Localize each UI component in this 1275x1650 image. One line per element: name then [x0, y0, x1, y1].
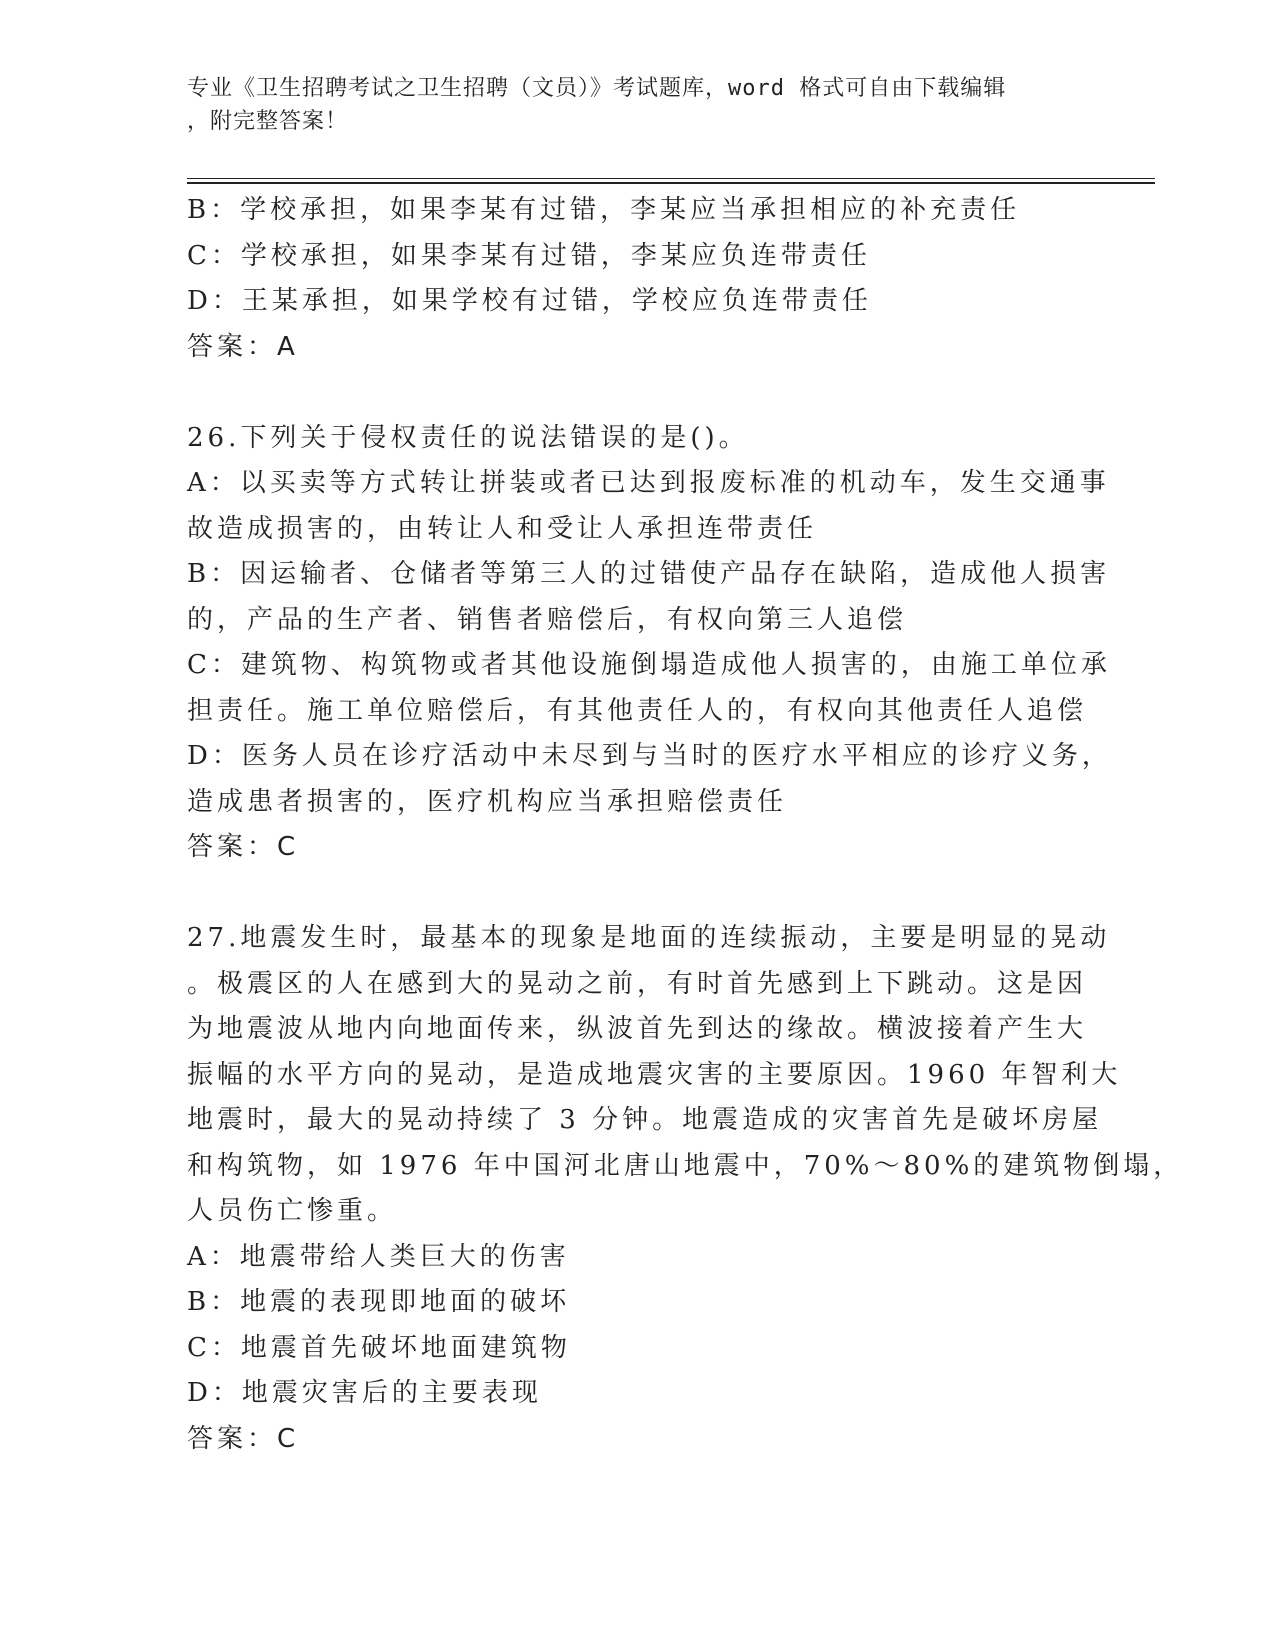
- header-divider-thick: [187, 182, 1155, 184]
- q25-option-b: B：学校承担，如果李某有过错，李某应当承担相应的补充责任: [187, 195, 1021, 225]
- q26-option-a-line-1: A：以买卖等方式转让拼装或者已达到报废标准的机动车，发生交通事: [187, 468, 1110, 498]
- spacer: [187, 871, 1087, 917]
- header-line-2: ，附完整答案！: [187, 109, 349, 134]
- header-line-1: 专业《卫生招聘考试之卫生招聘（文员）》考试题库，word 格式可自由下载编辑: [187, 76, 1007, 101]
- q27-stem-line-7: 人员伤亡惨重。: [187, 1196, 398, 1226]
- q27-stem-line-1: 27.地震发生时，最基本的现象是地面的连续振动，主要是明显的晃动: [187, 923, 1111, 953]
- q25-answer: 答案：A: [187, 331, 299, 362]
- q27-option-a: A：地震带给人类巨大的伤害: [187, 1241, 570, 1272]
- q26-option-d-line-2: 造成患者损害的，医疗机构应当承担赔偿责任: [187, 786, 788, 817]
- q27-option-d: D：地震灾害后的主要表现: [187, 1378, 542, 1408]
- q27-stem-line-3: 为地震波从地内向地面传来，纵波首先到达的缘故。横波接着产生大: [187, 1014, 1088, 1044]
- q26-option-c-line-1: C：建筑物、构筑物或者其他设施倒塌造成他人损害的，由施工单位承: [187, 650, 1111, 680]
- document-header: [187, 72, 1067, 138]
- q25-option-c: C：学校承担，如果李某有过错，李某应负连带责任: [187, 240, 871, 271]
- q25-option-d: D：王某承担，如果学校有过错，学校应负连带责任: [187, 286, 872, 316]
- q27-stem-line-2: 。极震区的人在感到大的晃动之前，有时首先感到上下跳动。这是因: [187, 968, 1088, 999]
- q27-stem-line-4: 振幅的水平方向的晃动，是造成地震灾害的主要原因。1960 年智利大: [187, 1059, 1122, 1090]
- q27-stem-line-5: 地震时，最大的晃动持续了 3 分钟。地震造成的灾害首先是破坏房屋: [187, 1105, 1103, 1135]
- q26-option-c-line-2: 担责任。施工单位赔偿后，有其他责任人的，有权向其他责任人追偿: [187, 695, 1088, 726]
- q26-stem: 26.下列关于侵权责任的说法错误的是()。: [187, 422, 749, 453]
- q26-option-d-line-1: D：医务人员在诊疗活动中未尽到与当时的医疗水平相应的诊疗义务，: [187, 741, 1112, 771]
- q26-answer: 答案：C: [187, 832, 300, 862]
- q27-answer: 答案：C: [187, 1423, 300, 1454]
- spacer: [187, 370, 1087, 416]
- q27-option-b: B：地震的表现即地面的破坏: [187, 1287, 571, 1317]
- question-content: [187, 188, 1184, 1462]
- q27-stem-line-6: 和构筑物，如 1976 年中国河北唐山地震中，70%～80%的建筑物倒塌，: [187, 1150, 1184, 1181]
- q27-option-c: C：地震首先破坏地面建筑物: [187, 1332, 571, 1363]
- q26-option-a-line-2: 故造成损害的，由转让人和受让人承担连带责任: [187, 513, 818, 544]
- q26-option-b-line-1: B：因运输者、仓储者等第三人的过错使产品存在缺陷，造成他人损害: [187, 559, 1111, 589]
- q26-option-b-line-2: 的，产品的生产者、销售者赔偿后，有权向第三人追偿: [187, 604, 908, 635]
- header-divider-thin: [187, 178, 1155, 179]
